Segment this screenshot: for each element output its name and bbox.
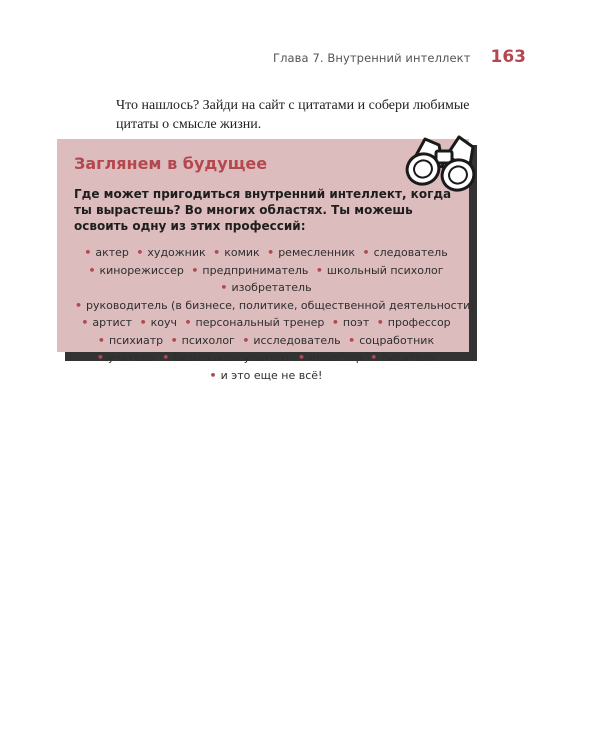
profession-item: исследователь (253, 333, 341, 347)
bullet-icon: • (370, 351, 378, 364)
profession-item: бизнес-консультант (173, 351, 291, 364)
bullet-icon: • (220, 281, 228, 294)
profession-item: поэт (342, 316, 370, 329)
profession-item: инвестор (308, 351, 363, 364)
bullet-icon: • (96, 351, 104, 364)
profession-item: школьный психолог (326, 263, 444, 277)
profession-list (71, 244, 475, 384)
body-paragraph: Что нашлось? Зайди на сайт с цитатами и собери любимые цитаты о смысле жизни. (116, 98, 470, 132)
profession-item: комик (224, 246, 260, 259)
profession-item: художник (147, 246, 206, 259)
bullet-icon: • (362, 246, 370, 259)
page-number: 163 (490, 47, 526, 67)
chapter-title: Глава 7. Внутренний интеллект (272, 51, 471, 65)
bullet-icon: • (331, 316, 339, 329)
profession-item: профессор (387, 316, 451, 329)
bullet-icon: • (81, 316, 89, 329)
bullet-icon: • (376, 316, 384, 329)
profession-item: коуч (150, 316, 178, 329)
profession-item: предприниматель (202, 263, 309, 277)
callout-title: Заглянем в будущее (74, 154, 268, 173)
bullet-icon: • (97, 333, 105, 347)
bullet-icon: • (184, 316, 192, 329)
profession-item: кинорежиссер (99, 263, 184, 277)
running-head (273, 47, 526, 67)
profession-item: следователь (373, 246, 448, 259)
bullet-icon: • (315, 263, 323, 277)
bullet-icon: • (267, 246, 275, 259)
bullet-icon: • (348, 333, 356, 347)
bullet-icon: • (213, 246, 221, 259)
bullet-icon: • (136, 246, 144, 259)
bullet-icon: • (162, 351, 170, 364)
profession-item: актер (95, 246, 129, 259)
binoculars-icon (403, 131, 477, 203)
bullet-icon: • (191, 263, 199, 277)
callout-lead: Где может пригодиться внутренний интеллект, когда ты вырастешь? Во многих областях. Ты можешь освоить одну из этих профессий: (74, 187, 452, 233)
profession-item: соцработник (359, 333, 435, 347)
bullet-icon: • (88, 263, 96, 277)
bullet-icon: • (75, 298, 83, 312)
bullet-icon: • (84, 246, 92, 259)
profession-item: и это еще не всё! (220, 368, 323, 382)
profession-item: руководитель (в бизнесе, политике, общественной деятельности) (86, 298, 475, 312)
bullet-icon: • (297, 351, 305, 364)
profession-item: артист (92, 316, 133, 329)
profession-item: психолог (181, 333, 235, 347)
bullet-icon: • (139, 316, 147, 329)
bullet-icon: • (209, 368, 217, 382)
bullet-icon: • (242, 333, 250, 347)
profession-item: учитель (107, 351, 155, 364)
bullet-icon: • (170, 333, 178, 347)
profession-item: персональный тренер (195, 316, 325, 329)
profession-item: писатель (381, 351, 436, 364)
profession-item: психиатр (108, 333, 164, 347)
profession-item: ремесленник (278, 246, 356, 259)
profession-item: изобретатель (231, 281, 312, 294)
